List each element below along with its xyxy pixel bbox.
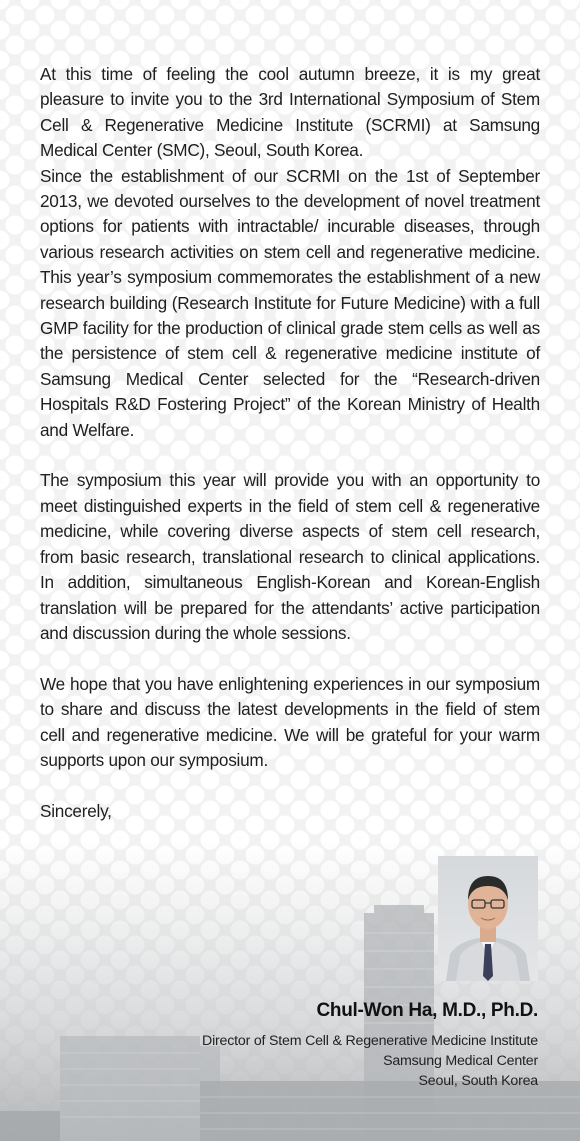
- letter-paragraph-2: Since the establishment of our SCRMI on the 1st of September 2013, we devoted ourselves to the development of novel treatment options for patients with intractable/ incurable diseases, through various research activities on stem cell and regenerative medicine. This year’s symposium commemorates the establishment of a new research building (Research Institute for Future Medicine) with a full GMP facility for the production of clinical grade stem cells as well as the persistence of stem cell & regenerative medicine institute of Samsung Medical Center selected for the “Research-driven Hospitals R&D Fostering Project” of the Korean Ministry of Health and Welfare.: [40, 165, 540, 440]
- letter-closing: Sincerely,: [40, 801, 112, 822]
- portrait-illustration: [438, 856, 538, 981]
- signer-portrait: [438, 856, 538, 981]
- letter-paragraph-3: The symposium this year will provide you with an opportunity to meet distinguished experts in the field of stem cell & regenerative medicine, while covering diverse aspects of stem cell research, from basic research, translational research to clinical applications. In addition, simultaneous English-Korean and Korean-English translation will be prepared for the attendants’ active participation and discussion during the whole sessions.: [40, 470, 540, 643]
- signer-organization: Samsung Medical Center: [383, 1053, 538, 1069]
- letter-paragraph-4: We hope that you have enlightening experiences in our symposium to share and discuss the latest developments in the field of stem cell and regenerative medicine. We will be grateful for your warm supports upon our symposium.: [40, 673, 540, 770]
- letter-paragraph-1: At this time of feeling the cool autumn breeze, it is my great pleasure to invite you to the 3rd International Symposium of Stem Cell & Regenerative Medicine Institute (SCRMI) at Samsung Medical Center (SMC), Seoul, South Korea.: [40, 64, 540, 161]
- signer-location: Seoul, South Korea: [418, 1073, 538, 1089]
- invitation-letter: [40, 62, 540, 825]
- signer-title: Director of Stem Cell & Regenerative Medicine Institute: [202, 1033, 538, 1049]
- signer-name: Chul-Won Ha, M.D., Ph.D.: [316, 1000, 538, 1021]
- signer-details: [202, 1031, 538, 1091]
